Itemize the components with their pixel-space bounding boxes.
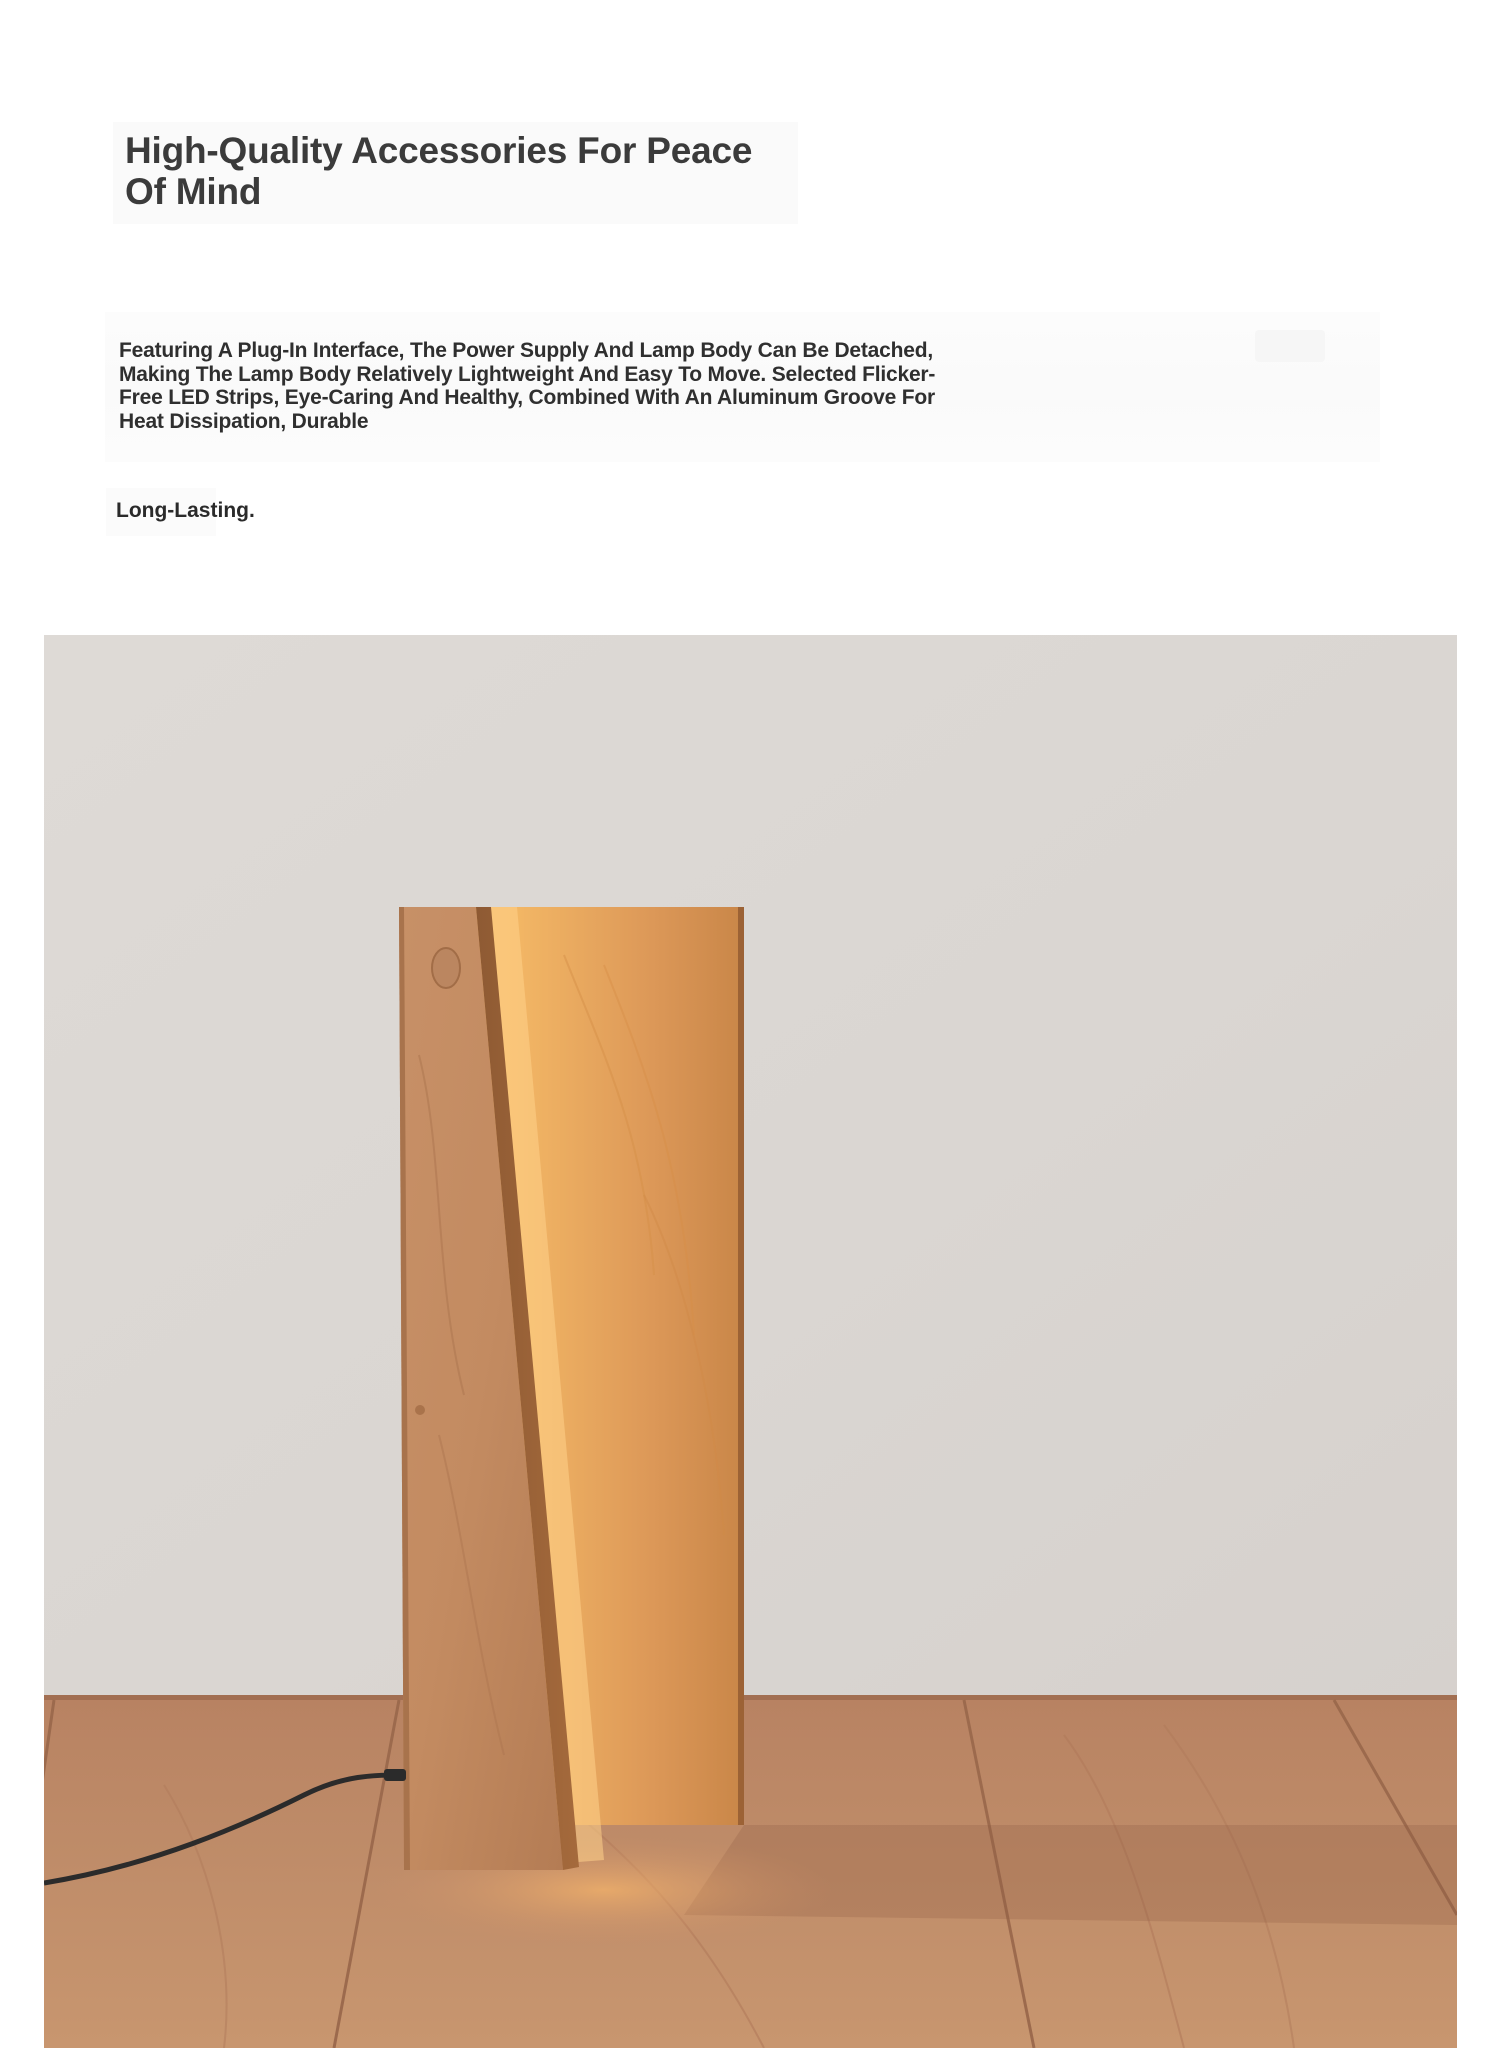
touch-switch-icon — [432, 948, 460, 988]
description-continuation: Long-Lasting. — [116, 499, 255, 522]
lamp-illustration — [44, 635, 1457, 2048]
heading-block — [113, 122, 798, 224]
wooden-floor — [44, 1695, 1457, 2048]
cable-plug — [384, 1769, 406, 1781]
page-title: High-Quality Accessories For Peace Of Mind — [125, 130, 753, 212]
lamp — [399, 907, 744, 1870]
description-continuation-block — [106, 488, 255, 536]
background-smudge — [1255, 330, 1325, 362]
product-description: Featuring A Plug-In Interface, The Power Supply And Lamp Body Can Be Detached, Making The Lamp Body Relatively Lightweight And Easy To Move. Selected Flicker-Free LED Strips, Eye-Caring And Healthy, Combined With An Aluminum Groove For Heat Dissipation, Durable — [119, 339, 936, 433]
description-block — [105, 312, 1380, 462]
wall — [44, 635, 1457, 1700]
product-photo — [44, 635, 1457, 2048]
